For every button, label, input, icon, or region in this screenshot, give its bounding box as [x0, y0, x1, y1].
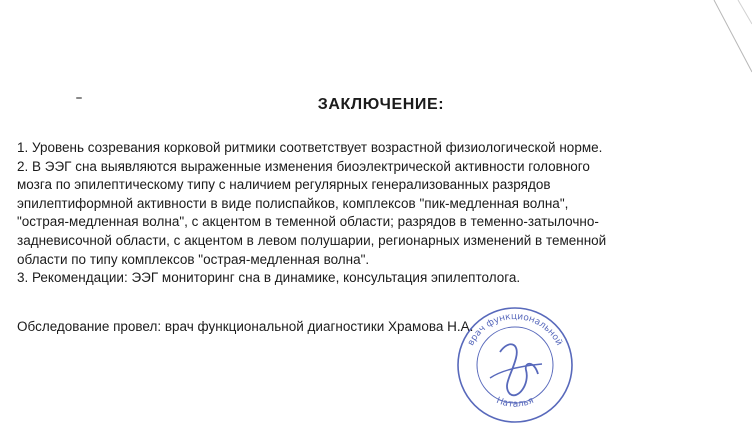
examined-by-line: Обследование провел: врач функциональной диагностики Храмова Н.А. [17, 319, 474, 334]
conclusion-line: мозга по эпилептическому типу с наличием регулярных генерализованных разрядов [17, 177, 551, 193]
conclusion-line: 3. Рекомендации: ЭЭГ мониторинг сна в динамике, консультация эпилептолога. [17, 270, 521, 286]
conclusion-line: задневисочной области, с акцентом в левом полушарии, регионарных изменений в теменной [17, 232, 607, 248]
conclusion-text [17, 139, 743, 288]
svg-text:Наталья [495, 396, 536, 410]
conclusion-line: эпилептиформной активности в виде полиспайков, комплексов "пик-медленная волна", [17, 195, 569, 211]
stamp-bottom-text: Наталья [494, 395, 536, 410]
doctor-stamp [450, 300, 580, 425]
svg-text:врач функциональной [466, 312, 564, 348]
conclusion-line: "острая-медленная волна", с акцентом в теменной области; разрядов в теменно-затылочно- [17, 214, 599, 230]
conclusion-line: области по типу комплексов "острая-медленная волна". [17, 251, 370, 267]
conclusion-line: 2. В ЭЭГ сна выявляются выраженные изменения биоэлектрической активности головного [17, 158, 590, 174]
stamp-top-text: врач функциональной [466, 311, 564, 348]
document-title: ЗАКЛЮЧЕНИЕ: [317, 96, 445, 113]
conclusion-line: 1. Уровень созревания корковой ритмики соответствует возрастной физиологической норме. [17, 140, 603, 155]
